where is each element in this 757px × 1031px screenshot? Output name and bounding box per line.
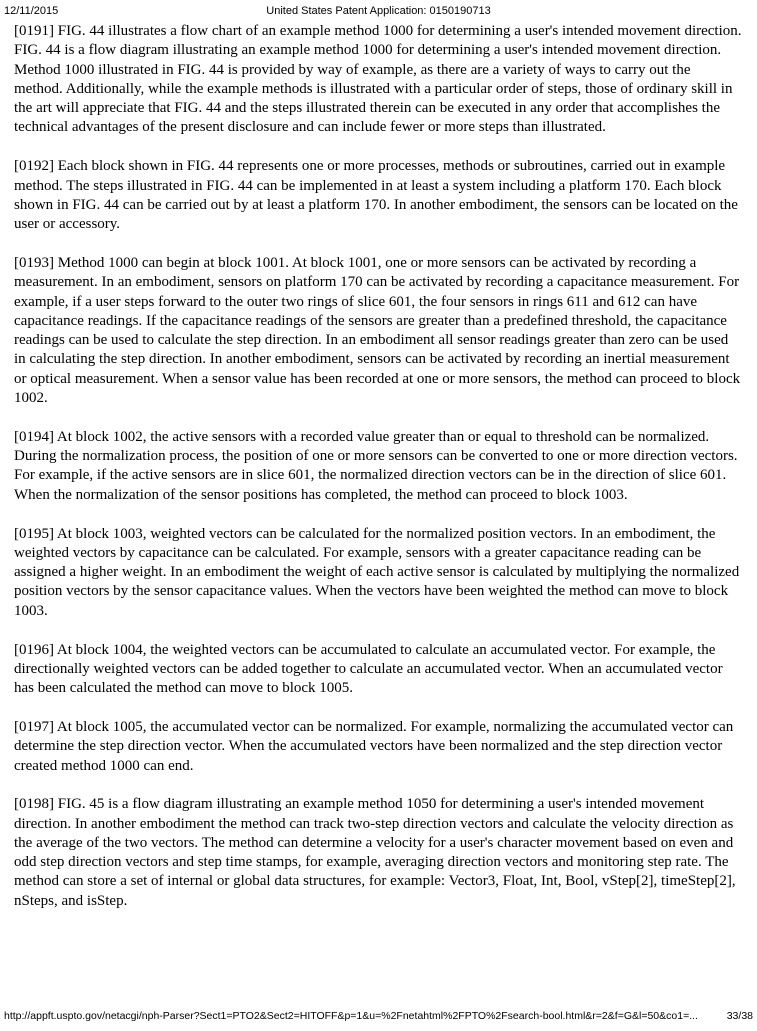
paragraph-0195: [0195] At block 1003, weighted vectors can be calculated for the normalized position vectors. In an embodiment, the weighted vectors by capacitance can be calculated. For example, sensors with a greater capacitance reading can be assigned a higher weight. In an embodiment the weight of each active sensor is calculated by multiplying the normalized position vectors by the sensor capacitance values. When the vectors have been weighted the method can move to block 1003. [14, 525, 740, 619]
paragraph-0196: [0196] At block 1004, the weighted vectors can be accumulated to calculate an accumulated vector. For example, the directionally weighted vectors can be added together to calculate an accumulated vector. When an accumulated vector has been calculated the method can move to block 1005. [14, 641, 723, 697]
page-number: 33/38 [726, 1010, 753, 1022]
patent-text-body [14, 22, 742, 931]
print-header [4, 4, 753, 20]
paragraph-0193: [0193] Method 1000 can begin at block 1001. At block 1001, one or more sensors can be activated by recording a measurement. In an embodiment, sensors on platform 170 can be activated by recording a capacitance measurement. For example, if a user steps forward to the outer two rings of slice 601, the four sensors in rings 611 and 612 can have capacitance readings. If the capacitance readings of the sensors are greater than a predefined threshold, the capacitance readings can be used to calculate the step direction. In an embodiment all sensor readings greater than zero can be used in calculating the step direction. In another embodiment, sensors can be activated by recording an inertial measurement or optical measurement. When a sensor value has been recorded at one or more sensors, the method can proceed to block 1002. [14, 254, 741, 407]
print-date: 12/11/2015 [4, 5, 59, 17]
paragraph-0197: [0197] At block 1005, the accumulated vector can be normalized. For example, normalizing the accumulated vector can determine the step direction vector. When the accumulated vectors have been normalized and the step direction vector created method 1000 can end. [14, 718, 734, 774]
paragraph-0194: [0194] At block 1002, the active sensors with a recorded value greater than or equal to threshold can be normalized. During the normalization process, the position of one or more sensors can be converted to one or more direction vectors. For example, if the active sensors are in slice 601, the normalized direction vectors can be in the direction of slice 601. When the normalization of the sensor positions has completed, the method can proceed to block 1003. [14, 428, 738, 503]
paragraph-0198: [0198] FIG. 45 is a flow diagram illustrating an example method 1050 for determining a user's intended movement direction. In another embodiment the method can track two-step direction vectors and calculate the velocity direction as the average of the two vectors. The method can determine a velocity for a user's character movement based on even and odd step direction vectors and step time stamps, for example, averaging direction vectors and monitoring step rate. The method can store a set of internal or global data structures, for example: Vector3, Float, Int, Bool, vStep[2], timeStep[2], nSteps, and isStep. [14, 796, 736, 909]
paragraph-0192: [0192] Each block shown in FIG. 44 represents one or more processes, methods or subroutines, carried out in example method. The steps illustrated in FIG. 44 can be implemented in at least a system including a platform 170. Each block shown in FIG. 44 can be carried out by at least a platform 170. In another embodiment, the sensors can be located on the user or accessory. [14, 158, 738, 233]
source-url: http://appft.uspto.gov/netacgi/nph-Parser?Sect1=PTO2&Sect2=HITOFF&p=1&u=%2Fnetahtml%2FPTO%2Fsearch-bool.html&r=2&f=G&l=50&co1=... [4, 1010, 698, 1022]
document-title: United States Patent Application: 0150190713 [266, 5, 491, 17]
print-footer [4, 1009, 753, 1025]
paragraph-0191: [0191] FIG. 44 illustrates a flow chart of an example method 1000 for determining a user's intended movement direction. FIG. 44 is a flow diagram illustrating an example method 1000 for determining a user's intended movement direction. Method 1000 illustrated in FIG. 44 is provided by way of example, as there are a variety of ways to carry out the method. Additionally, while the example methods is illustrated with a particular order of steps, those of ordinary skill in the art will appreciate that FIG. 44 and the steps illustrated therein can be executed in any order that accomplishes the technical advantages of the present disclosure and can include fewer or more steps than illustrated. [14, 23, 742, 136]
